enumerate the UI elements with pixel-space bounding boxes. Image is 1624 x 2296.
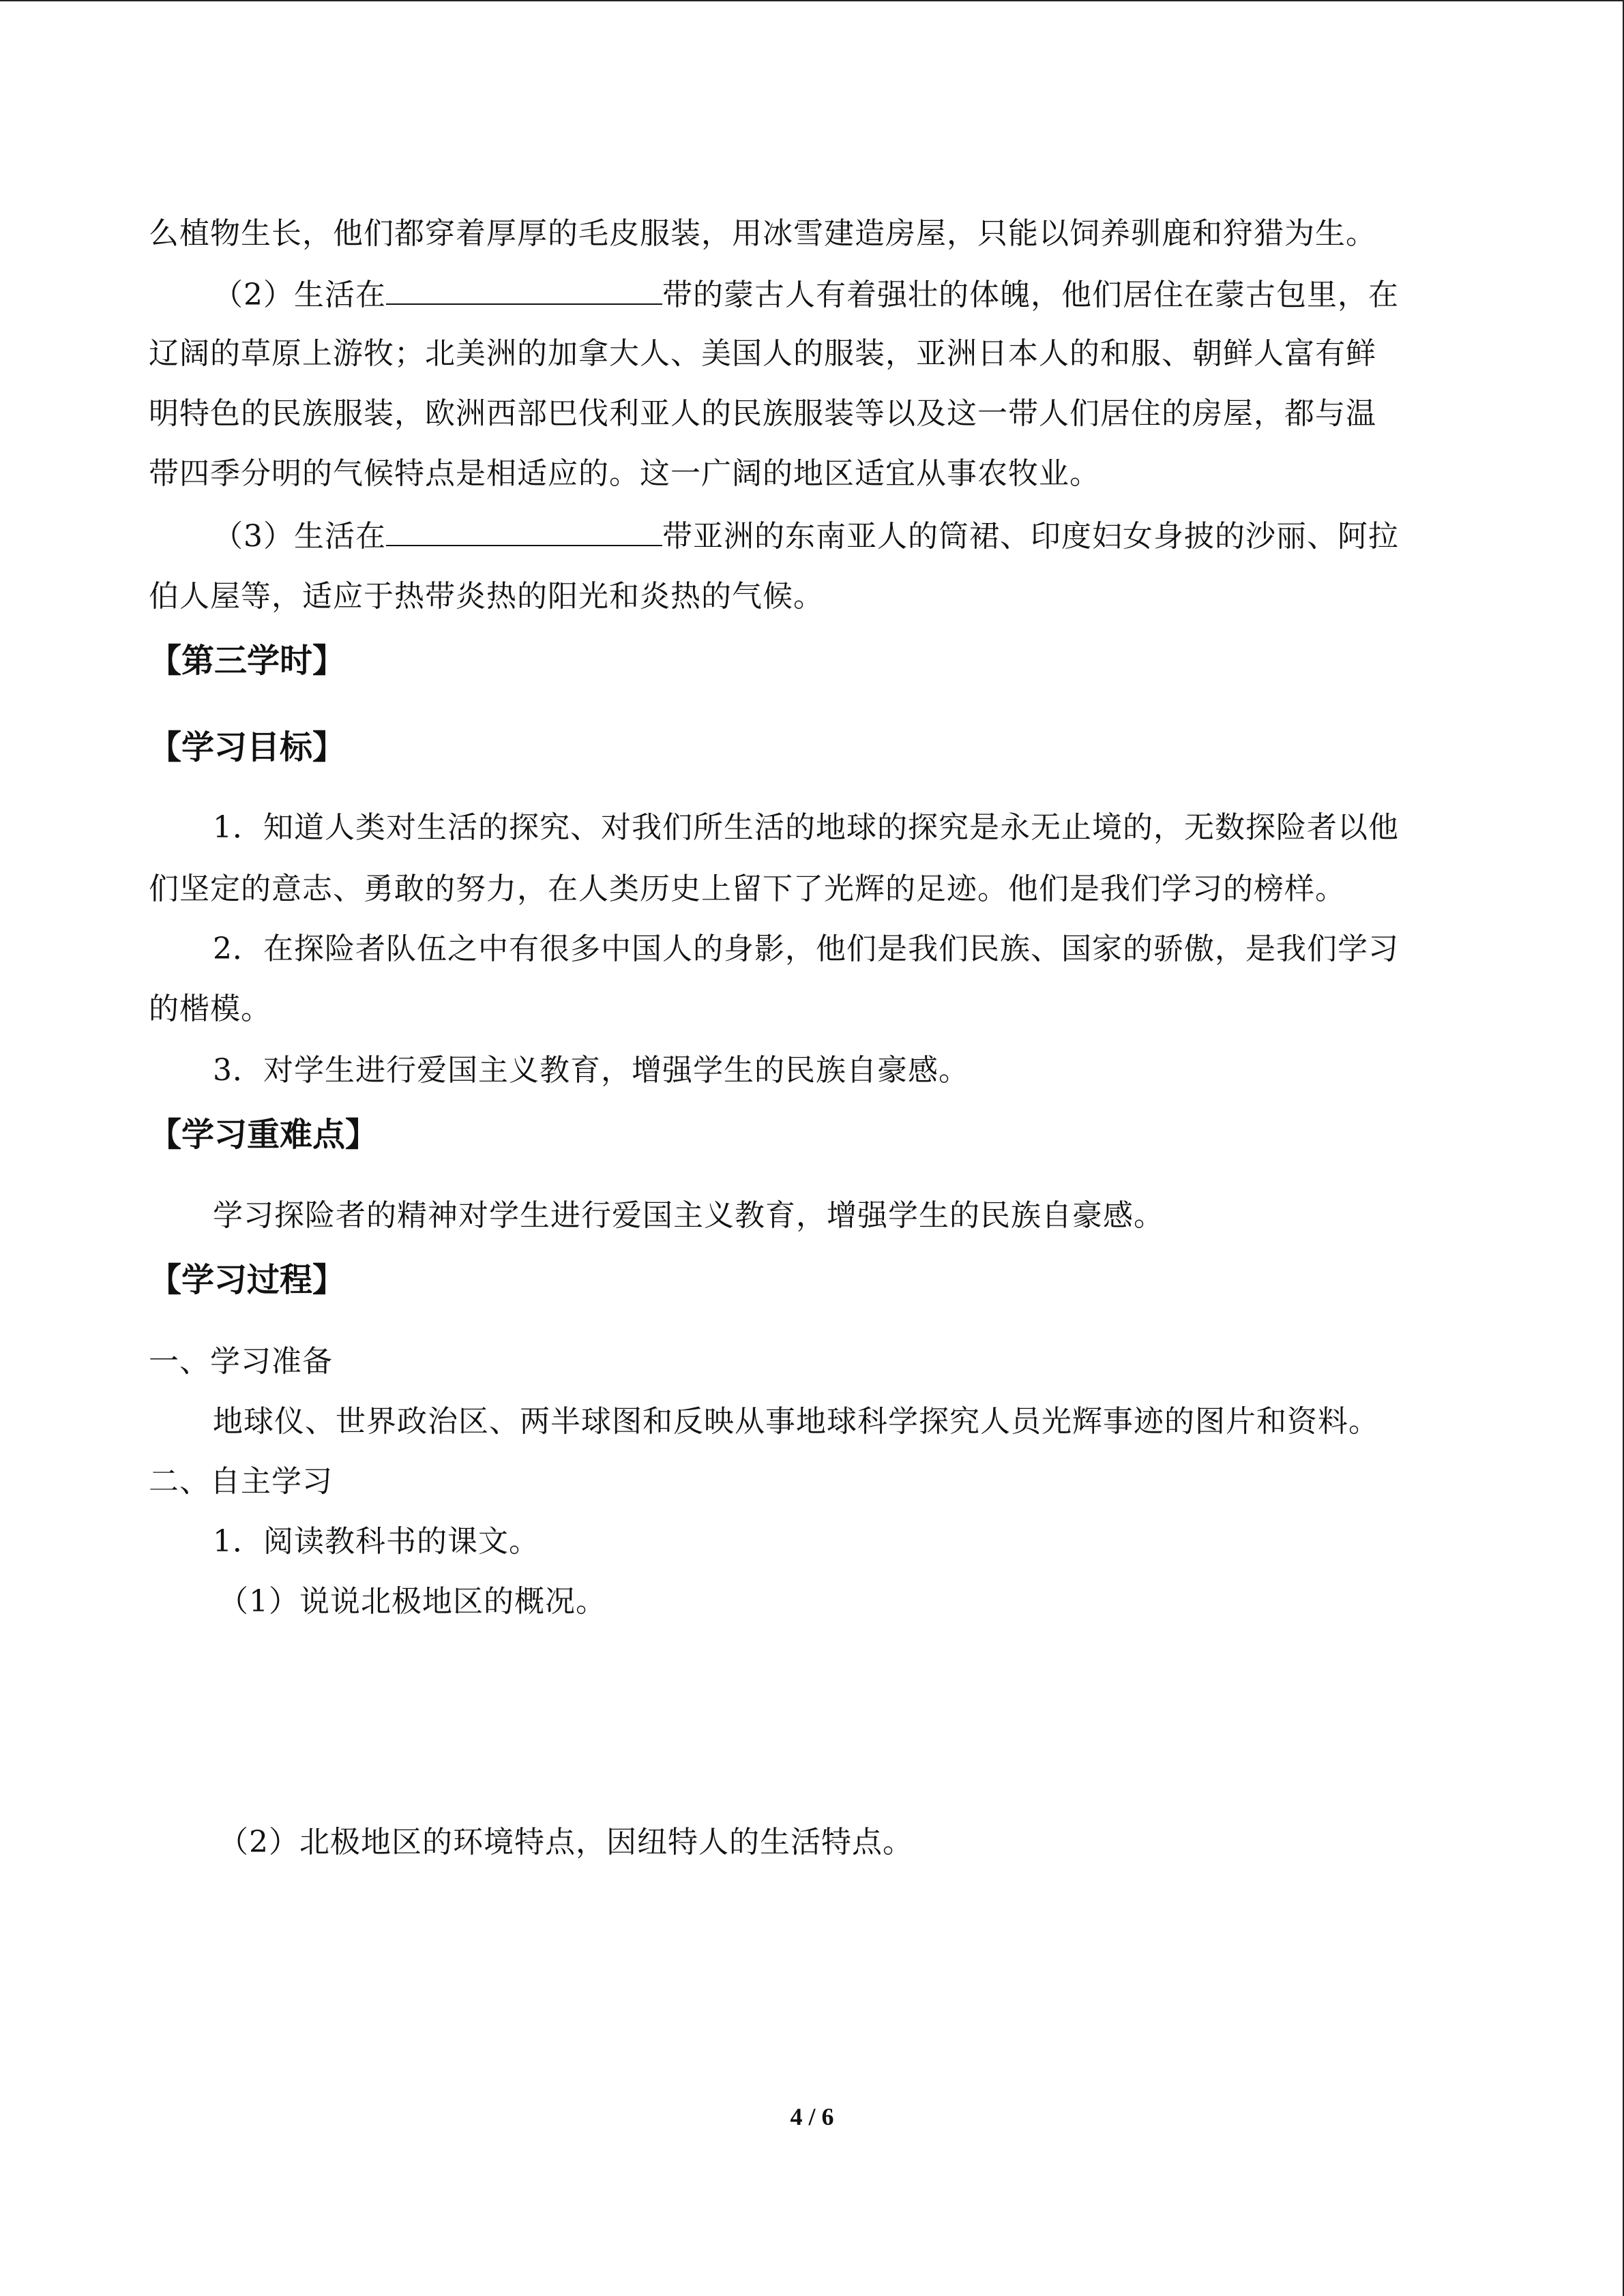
- fill-blank-2[interactable]: [386, 273, 662, 305]
- objective-3: 3．对学生进行爱国主义教育，增强学生的民族自豪感。: [213, 1053, 969, 1088]
- question-2: （2）北极地区的环境特点，因纽特人的生活特点。: [218, 1825, 913, 1860]
- para3-line1: [213, 515, 1486, 557]
- key-points-text: 学习探险者的精神对学生进行爱国主义教育，增强学生的民族自豪感。: [213, 1198, 1164, 1233]
- section1-title: 一、学习准备: [149, 1344, 333, 1379]
- para3-prefix: （3）生活在: [213, 519, 386, 554]
- heading-process: 【学习过程】: [149, 1261, 346, 1299]
- heading-key-points: 【学习重难点】: [149, 1116, 379, 1154]
- heading-objectives: 【学习目标】: [149, 728, 346, 766]
- section2-title: 二、自主学习: [149, 1464, 333, 1499]
- section1-text: 地球仪、世界政治区、两半球图和反映从事地球科学探究人员光辉事迹的图片和资料。: [213, 1404, 1379, 1439]
- objective-1-line1: 1．知道人类对生活的探究、对我们所生活的地球的探究是永无止境的，无数探险者以他: [213, 810, 1399, 845]
- para2-line2: 辽阔的草原上游牧；北美洲的加拿大人、美国人的服装，亚洲日本人的和服、朝鲜人富有鲜: [149, 336, 1376, 371]
- para2-prefix: （2）生活在: [213, 278, 386, 312]
- para3-suffix: 带亚洲的东南亚人的筒裙、印度妇女身披的沙丽、阿拉: [662, 519, 1399, 554]
- para2-suffix: 带的蒙古人有着强壮的体魄，他们居住在蒙古包里，在: [662, 278, 1399, 312]
- para1-line1: 么植物生长，他们都穿着厚厚的毛皮服装，用冰雪建造房屋，只能以饲养驯鹿和狩猎为生。: [149, 216, 1376, 251]
- page-number: 4 / 6: [790, 2103, 834, 2130]
- heading-third-session: 【第三学时】: [149, 642, 346, 680]
- para2-line1: [213, 273, 1486, 316]
- objective-2-line2: 的楷模。: [149, 992, 271, 1026]
- objective-1-line2: 们坚定的意志、勇敢的努力，在人类历史上留下了光辉的足迹。他们是我们学习的榜样。: [149, 871, 1346, 906]
- objective-2-line1: 2．在探险者队伍之中有很多中国人的身影，他们是我们民族、国家的骄傲，是我们学习: [213, 931, 1399, 966]
- para3-line2: 伯人屋等，适应于热带炎热的阳光和炎热的气候。: [149, 579, 824, 614]
- para2-line4: 带四季分明的气候特点是相适应的。这一广阔的地区适宜从事农牧业。: [149, 456, 1100, 491]
- question-1: （1）说说北极地区的概况。: [218, 1584, 606, 1619]
- step1-text: 1．阅读教科书的课文。: [213, 1524, 540, 1559]
- para2-line3: 明特色的民族服装，欧洲西部巴伐利亚人的民族服装等以及这一带人们居住的房屋，都与温: [149, 396, 1376, 431]
- fill-blank-3[interactable]: [386, 515, 662, 546]
